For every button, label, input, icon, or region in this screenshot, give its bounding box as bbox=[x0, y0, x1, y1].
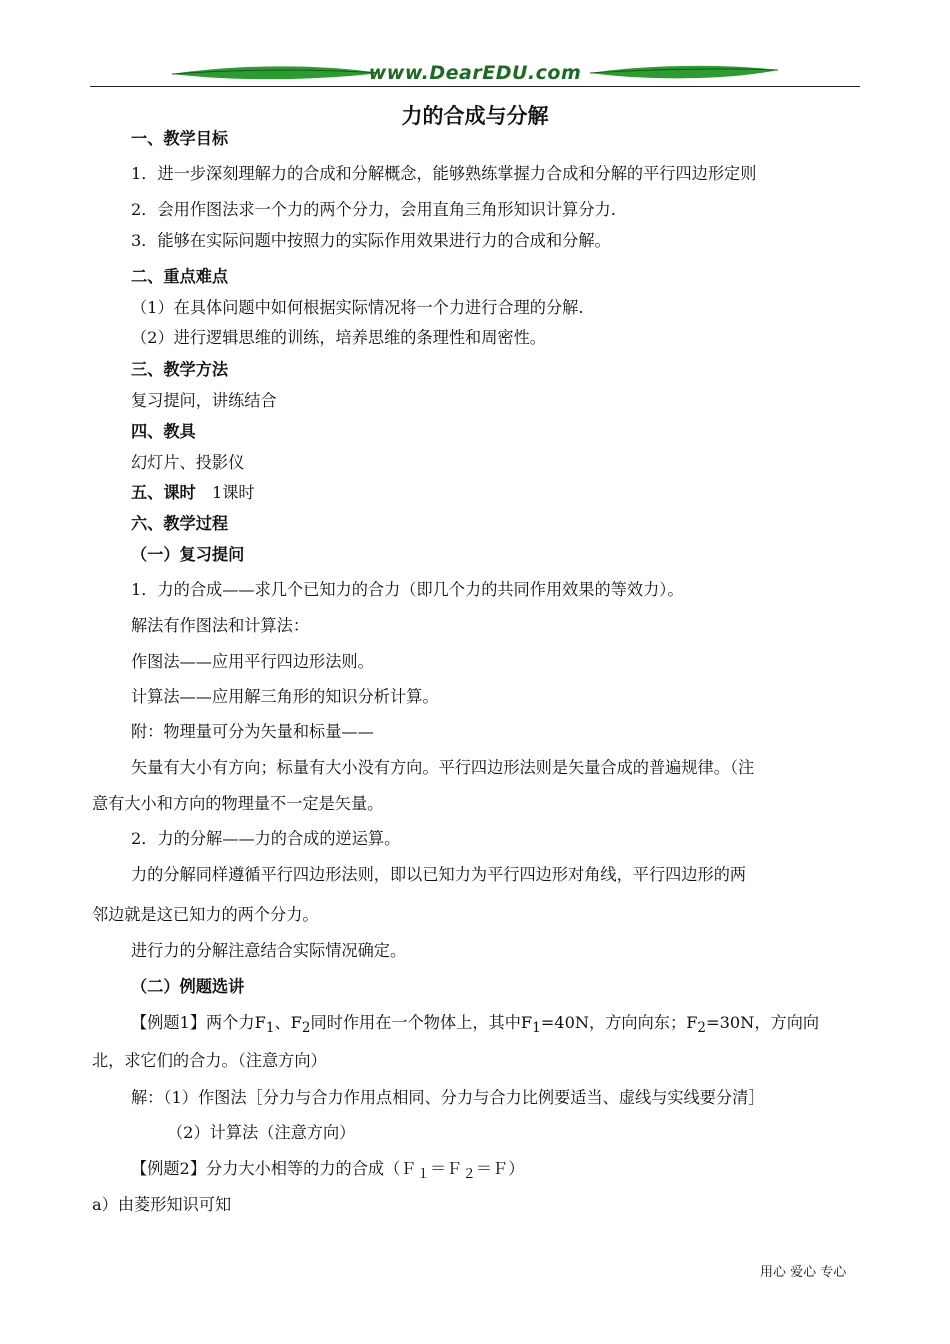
text-span: 、 bbox=[274, 1013, 291, 1032]
paragraph: 解法有作图法和计算法： bbox=[131, 616, 310, 635]
paragraph: 计算法——应用解三角形的知识分析计算。 bbox=[131, 687, 439, 706]
paragraph: 解：（1）作图法［分力与合力作用点相同、分力与合力比例要适当、虚线与实线要分清］ bbox=[131, 1088, 765, 1107]
paragraph: 1．进一步深刻理解力的合成和分解概念，能够熟练掌握力合成和分解的平行四边形定则 bbox=[131, 164, 757, 183]
text-span: F bbox=[254, 1013, 266, 1032]
section-heading: 三、教学方法 bbox=[131, 360, 229, 379]
text-span: F bbox=[290, 1013, 302, 1032]
paragraph: （1）在具体问题中如何根据实际情况将一个力进行合理的分解. bbox=[131, 298, 584, 317]
paragraph: 2．力的分解——力的合成的逆运算。 bbox=[131, 829, 401, 848]
section-heading-line bbox=[131, 482, 255, 504]
header-rule bbox=[90, 86, 860, 87]
text-span: F bbox=[520, 1013, 533, 1032]
paragraph: 邻边就是这已知力的两个分力。 bbox=[92, 905, 319, 924]
page-title: 力的合成与分解 bbox=[401, 104, 549, 128]
text-span: Ｆ bbox=[400, 1159, 417, 1178]
text-span: ＝Ｆ） bbox=[475, 1159, 525, 1178]
text-span: F bbox=[686, 1013, 698, 1032]
text-span: =40N，方向向东； bbox=[540, 1013, 687, 1032]
subscript: 2 bbox=[697, 1020, 707, 1037]
paragraph: 2．会用作图法求一个力的两个分力，会用直角三角形知识计算分力. bbox=[131, 200, 616, 219]
section-heading: 六、教学过程 bbox=[131, 514, 229, 533]
subscript: ２ bbox=[462, 1166, 476, 1183]
paragraph: 幻灯片、投影仪 bbox=[131, 453, 245, 472]
section-heading: 二、重点难点 bbox=[131, 267, 229, 286]
subscript: 1 bbox=[532, 1020, 541, 1037]
paragraph: 附：物理量可分为矢量和标量—— bbox=[131, 722, 374, 741]
paragraph: （2）进行逻辑思维的训练，培养思维的条理性和周密性。 bbox=[131, 328, 546, 347]
text-span: ＝Ｆ bbox=[430, 1159, 463, 1178]
example-label: 【例题2】分力大小相等的力的合成（ bbox=[131, 1159, 401, 1178]
subsection-heading: （二）例题选讲 bbox=[131, 977, 245, 996]
lesson-count: 1课时 bbox=[211, 483, 255, 502]
paragraph: 复习提问，讲练结合 bbox=[131, 391, 277, 410]
paragraph: （2）计算法（注意方向） bbox=[167, 1123, 356, 1142]
subscript: 2 bbox=[301, 1020, 311, 1037]
paragraph: 作图法——应用平行四边形法则。 bbox=[131, 652, 374, 671]
example-label: 【例题1】两个力 bbox=[131, 1013, 255, 1032]
paragraph bbox=[131, 1158, 524, 1185]
subscript: １ bbox=[416, 1166, 430, 1183]
paragraph: 力的分解同样遵循平行四边形法则，即以已知力为平行四边形对角线，平行四边形的两 bbox=[131, 865, 747, 884]
paragraph: 意有大小和方向的物理量不一定是矢量。 bbox=[92, 794, 384, 813]
paragraph bbox=[131, 1012, 819, 1039]
section-heading: 四、教具 bbox=[131, 422, 196, 441]
paragraph: 北，求它们的合力。（注意方向） bbox=[92, 1051, 327, 1070]
paragraph: 1．力的合成——求几个已知力的合力（即几个力的共同作用效果的等效力）。 bbox=[131, 580, 684, 599]
page-footer: 用心 爱心 专心 bbox=[760, 1265, 847, 1280]
site-logo-text: www.DearEDU.com bbox=[368, 62, 582, 84]
text-span: =30N，方向向 bbox=[706, 1013, 820, 1032]
subscript: 1 bbox=[265, 1020, 275, 1037]
text-span: 同时作用在一个物体上，其中 bbox=[310, 1013, 521, 1032]
paragraph: a）由菱形知识可知 bbox=[92, 1195, 232, 1214]
section-heading: 五、课时 bbox=[131, 483, 196, 502]
paragraph: 矢量有大小有方向；标量有大小没有方向。平行四边形法则是矢量合成的普遍规律。（注 bbox=[131, 758, 755, 777]
section-heading: 一、教学目标 bbox=[131, 129, 229, 148]
paragraph: 进行力的分解注意结合实际情况确定。 bbox=[131, 941, 407, 960]
subsection-heading: （一）复习提问 bbox=[131, 545, 245, 564]
paragraph: 3．能够在实际问题中按照力的实际作用效果进行力的合成和分解。 bbox=[131, 231, 611, 250]
